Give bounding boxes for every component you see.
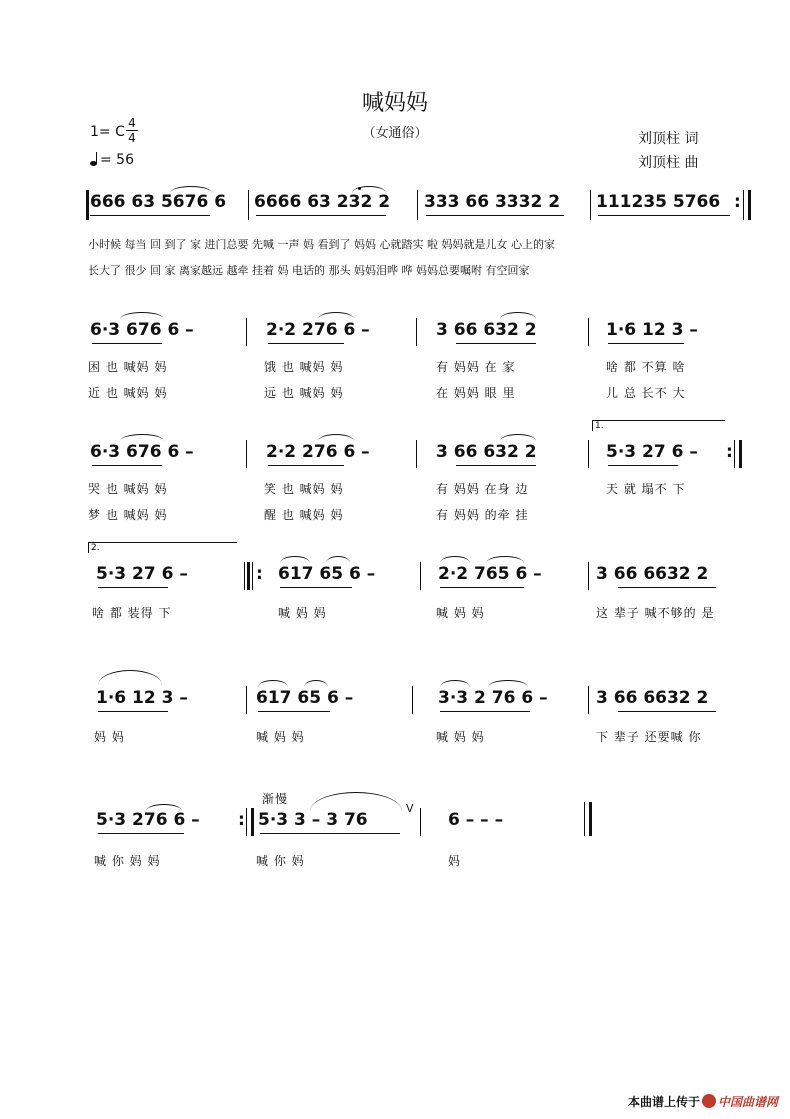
time-signature-bottom: 4 xyxy=(128,131,136,145)
measure-9: 6·3 676 6 – xyxy=(90,442,194,462)
measure-22: 5·3 3 – 3 76 xyxy=(258,810,368,830)
lyrics-verse-2: 梦 也 喊妈 妈 xyxy=(88,508,168,522)
slur xyxy=(318,312,354,319)
tempo-marking xyxy=(90,152,134,168)
site-logo-icon xyxy=(702,1094,716,1108)
lyrics-verse-1: 饿 也 喊妈 妈 xyxy=(264,360,344,374)
measure-1: 666 63 5676 6 xyxy=(90,192,227,212)
barline xyxy=(246,440,247,468)
measure-23: 6 – – – xyxy=(448,810,504,830)
slur xyxy=(500,434,536,441)
measure-18: 617 65 6 – xyxy=(256,688,354,708)
lyrics-verse-1: 这 辈子 喊不够的 是 xyxy=(596,606,715,620)
beam xyxy=(440,711,530,712)
key-signature: 1= C xyxy=(90,124,125,140)
slur xyxy=(304,680,328,687)
beam xyxy=(98,833,184,834)
slur xyxy=(280,556,310,563)
beam xyxy=(608,465,678,466)
time-signature-top: 4 xyxy=(126,116,138,131)
measure-21: 5·3 276 6 – xyxy=(96,810,200,830)
beam xyxy=(92,465,162,466)
barline xyxy=(588,318,589,346)
slur xyxy=(326,556,350,563)
lyrics-verse-1: 有 妈妈 在 家 xyxy=(436,360,516,374)
second-ending-bracket xyxy=(88,542,237,553)
repeat-dots: : xyxy=(726,442,733,462)
measure-4: 111235 5766 xyxy=(596,192,721,212)
slur xyxy=(486,556,524,563)
phrase-slur xyxy=(98,670,162,685)
lyrics-verse-1: 小时候 每当 回 到了 家 进门总要 先喊 一声 妈 看到了 妈妈 心就踏实 啦 妈妈就是儿女 心上的家 xyxy=(88,238,555,251)
lyrics-verse-1: 喊 你 妈 妈 xyxy=(94,854,161,868)
slur xyxy=(488,680,528,687)
lyrics-verse-2: 远 也 喊妈 妈 xyxy=(264,386,344,400)
beam xyxy=(92,343,162,344)
measure-13: 5·3 27 6 – xyxy=(96,564,188,584)
slur xyxy=(170,186,212,193)
beam xyxy=(598,215,730,216)
beam xyxy=(456,465,536,466)
start-barline xyxy=(86,190,89,220)
time-signature xyxy=(126,116,138,145)
measure-11: 3 66 632 2 xyxy=(436,442,537,462)
measure-10: 2·2 276 6 – xyxy=(266,442,370,462)
lyrics-verse-1: 下 辈子 还要喊 你 xyxy=(596,730,702,744)
tempo-value: = 56 xyxy=(100,152,134,168)
measure-8: 1·6 12 3 – xyxy=(606,320,698,340)
lyrics-verse-1: 困 也 喊妈 妈 xyxy=(88,360,168,374)
repeat-dots: : xyxy=(256,564,263,584)
slur xyxy=(146,804,182,811)
barline xyxy=(416,318,417,346)
beam xyxy=(258,711,330,712)
slur xyxy=(440,680,470,687)
beam xyxy=(426,215,564,216)
beam xyxy=(608,343,684,344)
beam xyxy=(268,465,344,466)
beam xyxy=(98,711,168,712)
beam xyxy=(618,711,716,712)
lyrics-verse-1: 喊 妈 妈 xyxy=(278,606,327,620)
end-repeat-thick xyxy=(739,440,742,468)
measure-19: 3·3 2 76 6 – xyxy=(438,688,548,708)
song-title: 喊妈妈 xyxy=(361,91,428,116)
barline xyxy=(417,190,418,220)
lyrics-verse-1: 喊 妈 妈 xyxy=(436,730,485,744)
barline xyxy=(588,562,589,590)
song-subtitle: （女通俗） xyxy=(362,126,428,141)
end-repeat-thick xyxy=(748,190,751,220)
expression-marking: 渐慢 xyxy=(262,792,289,806)
lyrics-verse-1: 妈 xyxy=(448,854,462,868)
end-repeat-thin xyxy=(246,808,247,836)
end-repeat-thin xyxy=(734,440,735,468)
measure-2: 6666 63 232 2 xyxy=(254,192,391,212)
lyrics-verse-1: 天 就 塌不 下 xyxy=(606,482,686,496)
lyrics-verse-2: 在 妈妈 眼 里 xyxy=(436,386,516,400)
barline xyxy=(420,562,421,590)
final-barline-thick xyxy=(589,802,592,836)
slur xyxy=(258,680,288,687)
quarter-note-icon xyxy=(90,152,100,166)
measure-6: 2·2 276 6 – xyxy=(266,320,370,340)
beam xyxy=(98,587,168,588)
measure-14: 617 65 6 – xyxy=(278,564,376,584)
upload-footer xyxy=(628,1093,778,1110)
barline xyxy=(590,190,591,220)
measure-15: 2·2 765 6 – xyxy=(438,564,542,584)
end-repeat-thin xyxy=(743,190,744,220)
beam xyxy=(256,215,386,216)
lyrics-verse-1: 妈 妈 xyxy=(94,730,125,744)
high-octave-dot xyxy=(358,187,361,190)
barline xyxy=(588,686,589,714)
final-barline-thin xyxy=(584,802,585,836)
lyrics-verse-1: 笑 也 喊妈 妈 xyxy=(264,482,344,496)
slur xyxy=(440,556,470,563)
measure-3: 333 66 3332 2 xyxy=(424,192,561,212)
barline xyxy=(588,440,589,468)
beam xyxy=(90,215,210,216)
barline xyxy=(246,686,247,714)
footer-text: 本曲谱上传于 xyxy=(627,1095,700,1109)
repeat-dots: : xyxy=(734,192,741,212)
first-ending-bracket xyxy=(592,420,725,431)
slur xyxy=(500,312,536,319)
measure-12: 5·3 27 6 – xyxy=(606,442,698,462)
composer-credit: 刘顶柱 曲 xyxy=(638,155,699,171)
lyrics-verse-1: 喊 妈 妈 xyxy=(256,730,305,744)
measure-7: 3 66 632 2 xyxy=(436,320,537,340)
lyrics-verse-1: 喊 妈 妈 xyxy=(436,606,485,620)
lyrics-verse-2: 长大了 很少 回 家 离家越远 越牵 挂着 妈 电话的 那头 妈妈泪哗 哗 妈妈总要嘱咐 有空回家 xyxy=(88,264,530,277)
barline xyxy=(412,686,413,714)
slur xyxy=(318,434,354,441)
end-repeat-thick xyxy=(251,808,254,836)
beam xyxy=(440,587,524,588)
measure-5: 6·3 676 6 – xyxy=(90,320,194,340)
barline xyxy=(248,190,249,220)
beam xyxy=(456,343,536,344)
second-ending-label: 2. xyxy=(91,543,100,553)
lyrics-verse-2: 醒 也 喊妈 妈 xyxy=(264,508,344,522)
tie-slur xyxy=(310,792,402,811)
slur xyxy=(120,312,164,319)
first-ending-label: 1. xyxy=(595,421,604,431)
lyrics-verse-1: 喊 你 妈 xyxy=(256,854,305,868)
barline xyxy=(420,808,421,836)
repeat-dots: : xyxy=(238,810,245,830)
beam xyxy=(268,343,344,344)
lyrics-verse-1: 有 妈妈 在身 边 xyxy=(436,482,529,496)
measure-17: 1·6 12 3 – xyxy=(96,688,188,708)
lyrics-verse-2: 有 妈妈 的牵 挂 xyxy=(436,508,529,522)
beam xyxy=(618,587,716,588)
breath-mark: V xyxy=(406,802,414,815)
lyrics-verse-1: 哭 也 喊妈 妈 xyxy=(88,482,168,496)
lyrics-verse-1: 啥 都 装得 下 xyxy=(92,606,172,620)
barline xyxy=(416,440,417,468)
start-repeat-thin xyxy=(252,562,253,590)
lyrics-verse-1: 啥 都 不算 啥 xyxy=(606,360,686,374)
measure-20: 3 66 6632 2 xyxy=(596,688,709,708)
slur xyxy=(120,434,164,441)
footer-site-link[interactable]: 中国曲谱网 xyxy=(717,1095,778,1109)
lyrics-verse-2: 儿 总 长不 大 xyxy=(606,386,686,400)
lyricist-credit: 刘顶柱 词 xyxy=(638,131,699,147)
start-repeat-thick xyxy=(247,562,250,590)
beam xyxy=(280,587,352,588)
lyrics-verse-2: 近 也 喊妈 妈 xyxy=(88,386,168,400)
barline xyxy=(246,318,247,346)
measure-16: 3 66 6632 2 xyxy=(596,564,709,584)
beam xyxy=(260,833,400,834)
start-repeat-thick xyxy=(244,562,245,590)
